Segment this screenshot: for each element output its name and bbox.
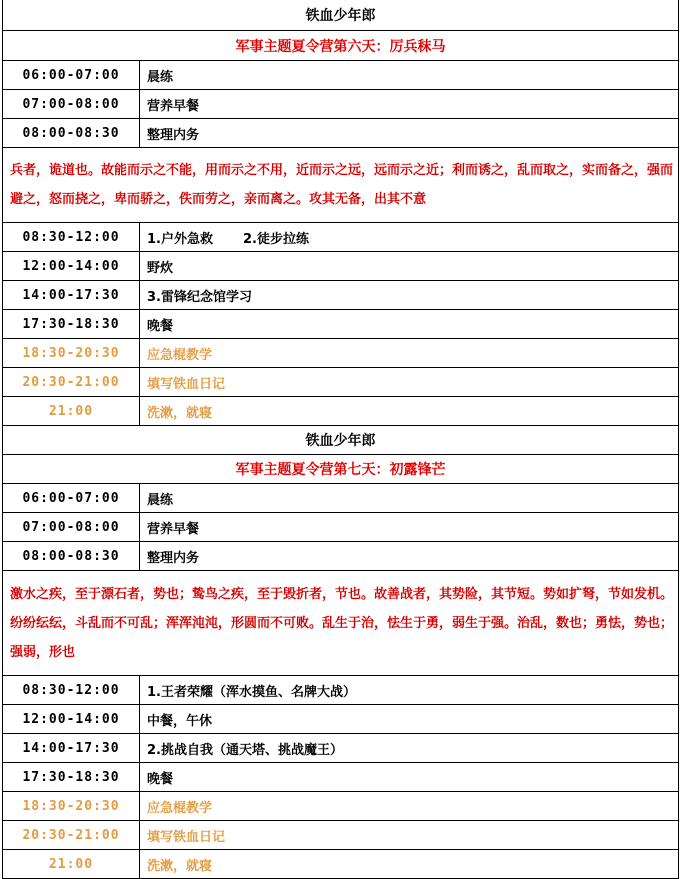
day6-subtitle-row [3,31,679,61]
table-row [3,397,679,426]
day7-quote: 激水之疾，至于漂石者，势也；鸷鸟之疾，至于毁折者，节也。故善战者，其势险，其节短。势如扩弩，节如发机。纷纷纭纭，斗乱而不可乱；浑浑沌沌，形圆而不可败。乱生于治，怯生于勇，弱生于强。治乱，数也；勇怯，势也；强弱，形也 [3,571,679,676]
table-row [3,513,679,542]
table-row [3,850,679,879]
table-row [3,821,679,850]
time-cell: 18:30-20:30 [3,339,140,368]
time-cell: 06:00-07:00 [3,484,140,513]
time-cell: 14:00-17:30 [3,734,140,763]
time-cell: 08:30-12:00 [3,676,140,705]
activity-cell: 营养早餐 [140,513,679,542]
day6-quote: 兵者，诡道也。故能而示之不能，用而示之不用，近而示之远，远而示之近；利而诱之，乱而取之，实而备之，强而避之，怒而挠之，卑而骄之，佚而劳之，亲而离之。攻其无备，出其不意 [3,148,679,223]
time-cell: 20:30-21:00 [3,821,140,850]
activity-cell: 晚餐 [140,310,679,339]
table-row [3,310,679,339]
table-row [3,676,679,705]
activity-cell: 3.雷锋纪念馆学习 [140,281,679,310]
time-cell: 21:00 [3,397,140,426]
activity-cell: 野炊 [140,252,679,281]
table-row [3,368,679,397]
table-row [3,705,679,734]
day6-quote-row [3,148,679,223]
table-row [3,281,679,310]
activity-cell: 洗漱，就寝 [140,850,679,879]
time-cell: 17:30-18:30 [3,310,140,339]
activity-cell: 晨练 [140,61,679,90]
activity-part-1: 1.户外急救 [147,231,213,247]
time-cell: 07:00-08:00 [3,90,140,119]
schedule-table [2,0,679,879]
time-cell: 08:00-08:30 [3,119,140,148]
day7-subtitle-row [3,455,679,484]
day6-title-row [3,0,679,31]
activity-cell: 填写铁血日记 [140,368,679,397]
activity-cell: 营养早餐 [140,90,679,119]
day7-title: 铁血少年郎 [3,426,679,455]
table-row [3,61,679,90]
table-row [3,734,679,763]
time-cell: 17:30-18:30 [3,763,140,792]
time-cell: 08:30-12:00 [3,223,140,252]
table-row [3,542,679,571]
day7-subtitle: 军事主题夏令营第七天：初露锋芒 [3,455,679,484]
table-row [3,223,679,252]
activity-cell: 晚餐 [140,763,679,792]
day7-title-row [3,426,679,455]
time-cell: 07:00-08:00 [3,513,140,542]
time-cell: 20:30-21:00 [3,368,140,397]
time-cell: 14:00-17:30 [3,281,140,310]
activity-cell: 整理内务 [140,119,679,148]
table-row [3,119,679,148]
table-row [3,252,679,281]
day7-quote-row [3,571,679,676]
time-cell: 21:00 [3,850,140,879]
activity-cell: 整理内务 [140,542,679,571]
day6-title: 铁血少年郎 [3,0,679,31]
activity-cell: 填写铁血日记 [140,821,679,850]
schedule-sheet [2,0,678,879]
table-row [3,484,679,513]
time-cell: 12:00-14:00 [3,705,140,734]
activity-cell: 应急棍教学 [140,792,679,821]
table-row [3,763,679,792]
activity-cell: 中餐，午休 [140,705,679,734]
activity-part-2: 2.徒步拉练 [242,231,309,247]
activity-cell [140,223,679,252]
day6-subtitle: 军事主题夏令营第六天：厉兵秣马 [3,31,679,61]
activity-cell: 1.王者荣耀（浑水摸鱼、名牌大战） [140,676,679,705]
table-row [3,90,679,119]
table-row [3,792,679,821]
activity-cell: 晨练 [140,484,679,513]
time-cell: 06:00-07:00 [3,61,140,90]
activity-cell: 应急棍教学 [140,339,679,368]
activity-cell: 洗漱，就寝 [140,397,679,426]
time-cell: 18:30-20:30 [3,792,140,821]
table-row [3,339,679,368]
time-cell: 08:00-08:30 [3,542,140,571]
time-cell: 12:00-14:00 [3,252,140,281]
activity-cell: 2.挑战自我（通天塔、挑战魔王） [140,734,679,763]
